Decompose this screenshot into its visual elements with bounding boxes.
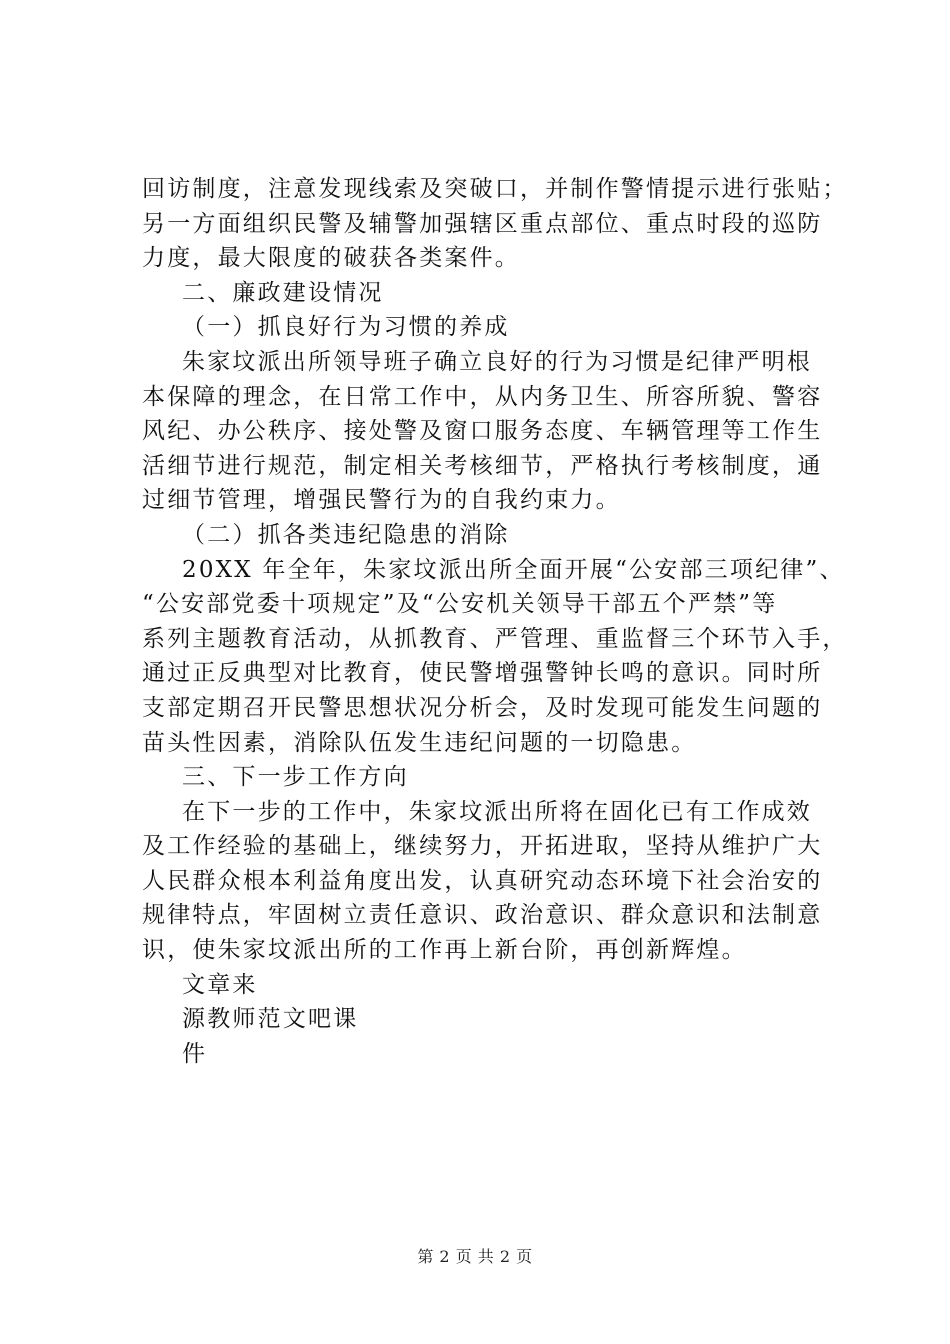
text-line: 朱家坟派出所领导班子确立良好的行为习惯是纪律严明根 bbox=[182, 348, 812, 375]
text-line: 过细节管理，增强民警行为的自我约束力。 bbox=[142, 487, 621, 514]
text-line: 苗头性因素，消除队伍发生违纪问题的一切隐患。 bbox=[142, 729, 697, 756]
section-heading: 二、廉政建设情况 bbox=[182, 279, 384, 306]
text-line: 力度，最大限度的破获各类案件。 bbox=[142, 245, 520, 272]
subsection-heading: （一）抓良好行为习惯的养成 bbox=[182, 314, 510, 341]
text-line: 回访制度，注意发现线索及突破口，并制作警情提示进行张贴； bbox=[142, 176, 848, 202]
text-line: 源教师范文吧课 bbox=[182, 1006, 359, 1033]
text-line: 通过正反典型对比教育，使民警增强警钟长鸣的意识。同时所 bbox=[142, 660, 823, 687]
text-line: 系列主题教育活动，从抓教育、严管理、重监督三个环节入手， bbox=[142, 625, 848, 652]
text-line: 识，使朱家坟派出所的工作再上新台阶，再创新辉煌。 bbox=[142, 937, 747, 964]
section-heading: 三、下一步工作方向 bbox=[182, 764, 409, 791]
text-line: 及工作经验的基础上，继续努力，开拓进取，坚持从维护广大 bbox=[142, 833, 823, 860]
page-number-footer: 第 2 页 共 2 页 bbox=[417, 1247, 533, 1266]
subsection-heading: （二）抓各类违纪隐患的消除 bbox=[182, 521, 510, 548]
text-line: 本保障的理念，在日常工作中，从内务卫生、所容所貌、警容 bbox=[142, 383, 823, 410]
text-line: 20XX 年全年，朱家坟派出所全面开展“公安部三项纪律”、 bbox=[182, 556, 845, 583]
text-line: 支部定期召开民警思想状况分析会，及时发现可能发生问题的 bbox=[142, 694, 823, 721]
document-body bbox=[142, 172, 848, 1071]
text-line: 规律特点，牢固树立责任意识、政治意识、群众意识和法制意 bbox=[142, 902, 823, 929]
text-line: 在下一步的工作中，朱家坟派出所将在固化已有工作成效 bbox=[182, 798, 812, 825]
text-line: 活细节进行规范，制定相关考核细节，严格执行考核制度，通 bbox=[142, 452, 823, 479]
text-line: 文章来 bbox=[182, 971, 258, 998]
text-line: 风纪、办公秩序、接处警及窗口服务态度、车辆管理等工作生 bbox=[142, 418, 823, 445]
text-line: 另一方面组织民警及辅警加强辖区重点部位、重点时段的巡防 bbox=[142, 210, 823, 237]
text-line: “公安部党委十项规定”及“公安机关领导干部五个严禁”等 bbox=[142, 591, 778, 618]
text-line: 人民群众根本利益角度出发，认真研究动态环境下社会治安的 bbox=[142, 867, 823, 894]
text-line: 件 bbox=[182, 1040, 208, 1067]
